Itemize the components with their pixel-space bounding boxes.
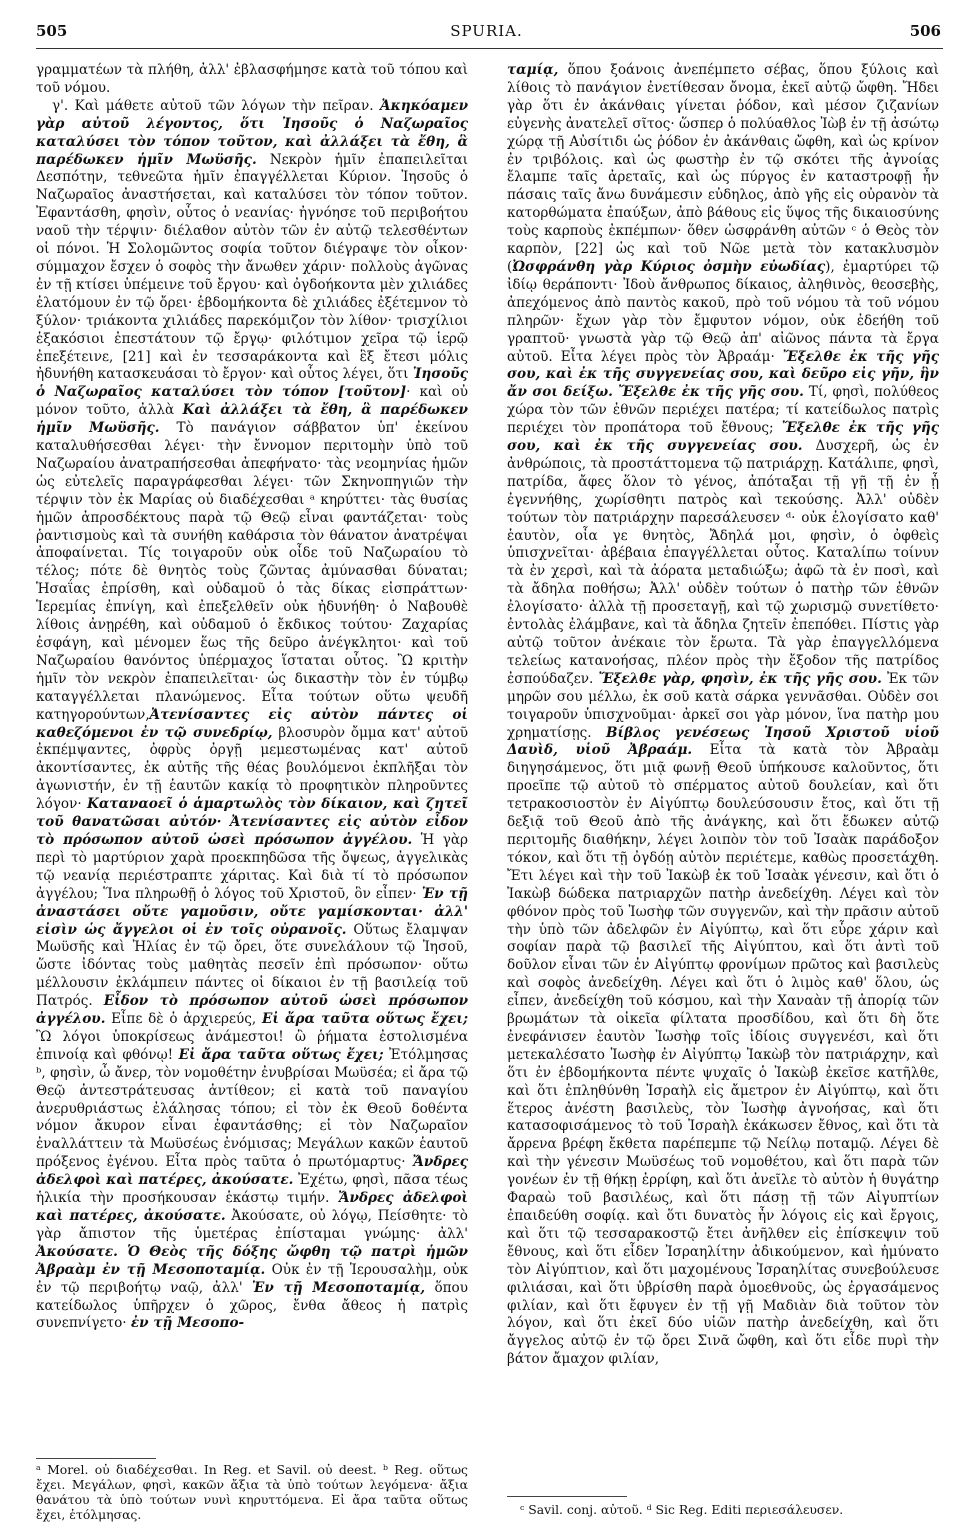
scripture-quote: Ἄνδρες ἀδελφοὶ καὶ πατέρες, ἀκούσατε.: [36, 1190, 469, 1224]
page-number-left: 505: [36, 22, 68, 40]
text-run: Ἀκούσατε, οὐ λόγῳ, Πείσθητε· τὸ γὰρ ἄπιστον τῆς ὑμετέρας ἐπίσταμαι γνώμης· ἀλλ': [36, 1208, 468, 1242]
footnote-rule: [507, 1496, 627, 1497]
scripture-quote: Καταναοεῖ ὁ ἁμαρτωλὸς τὸν δίκαιον, καὶ ζητεῖ τοῦ θανατῶσαι αὐτόν· Ἀτενίσαντες εἰς αὐτὸν εἶδον τὸ πρόσωπον αὐτοῦ ὡσεὶ πρόσωπον ἀγγέλου.: [36, 796, 468, 848]
scripture-quote: Ἀκηκόαμεν γὰρ αὐτοῦ λέγοντος, ὅτι Ἰησοῦς ὁ Ναζωραῖος καταλύσει τὸν τόπον τοῦτον, καὶ ἀλλάξει τὰ ἔθη, ἃ παρέδωκεν ἡμῖν Μωϋσῆς.: [36, 97, 468, 168]
right-column: [507, 62, 939, 1462]
scripture-quote: Ἐν τῇ Μεσοποταμίᾳ,: [251, 1279, 426, 1296]
scripture-quote: Ἔξελθε ἐκ τῆς γῆς σου, καὶ ἐκ τῆς συγγενείας σου.: [507, 420, 939, 455]
scripture-quote: Βίβλος γενέσεως Ἰησοῦ Χριστοῦ υἱοῦ Δαυὶδ, υἱοῦ Ἀβραάμ.: [507, 724, 939, 759]
scripture-quote: Ἰησοῦς ὁ Ναζωραῖος καταλύσει τὸν τόπον [τοῦτον]: [36, 366, 468, 401]
text-run: βλοσυρὸν ὄμμα κατ' αὐτοῦ ἐκπέμψαντες, ὀφρὺς ὀργῇ μεμεστωμένας κατ' αὐτοῦ ἀκοντίσαντες, ἐκ αὐτῆς τῆς θέας βουλόμενοι ἐκπλῆξαι τὸν ἀγωνιστήν, ἐν τῇ ἑαυτῶν κακίᾳ τὸ προφητικὸν πληροῦντες λόγον·: [36, 724, 469, 813]
text-run: ), ἐμαρτύρει τῷ ἰδίῳ θεράποντι· Ἰδοὺ ἄνθρωπος δίκαιος, ἀληθινὸς, θεοσεβὴς, ἀπεχόμενος ἀπὸ παντὸς κακοῦ, πρὸ τοῦ νόμου τὰ τοῦ νόμου πληρῶν· ἔχων γὰρ τὸν ἔμφυτον νόμον, οὐκ ἐδεήθη τοῦ γραπτοῦ· γνωστὰ γὰρ τῷ Θεῷ ἀπ' αἰῶνος πάντα τὰ ἔργα αὐτοῦ. Εἶτα λέγει πρὸς τὸν Ἀβραάμ·: [507, 258, 939, 365]
text-run: γραμματέων τὰ πλήθη, ἀλλ' ἐβλασφήμησε κατὰ τοῦ τόπου καὶ τοῦ νόμου.: [36, 62, 468, 96]
scripture-quote: ἐν τῇ Μεσοπο-: [130, 1315, 245, 1332]
footnote: ᶜ Savil. conj. αὐτοῦ. ᵈ Sic Reg. Editi περιεσάλευσεν.: [520, 1502, 844, 1517]
page-number-right: 506: [909, 22, 941, 40]
page-header: [22, 22, 951, 48]
text-run: Εἶτα τὰ κατὰ τὸν Ἀβραὰμ διηγησάμενος, ὅτι μιᾷ φωνῇ Θεοῦ ὑπήκουσε καλοῦντος, ὅτι προεῖπε τῷ αὐτοῦ τὸ σπέρματος αὐτοῦ δουλείαν, καὶ ὅτι τετρακοσιοστὸν ἐν Αἰγύπτῳ δουλεύσουσιν ἔτος, καὶ ὅτι τῇ δεξιᾷ τοῦ Θεοῦ ἀπὸ τῆς ἀνάγκης, καὶ ὅτι ἔδωκεν αὐτῷ περιτομῆς διαθήκην, λέγει λοιπὸν τὸν τοῦ Ἰσαὰκ παράδοξον τόκον, καὶ ὅτι τῇ ὀγδόῃ αὐτὸν περιέτεμε, καθὼς προσετάχθη. Ἔτι λέγει καὶ τὴν τοῦ Ἰακὼβ ἐκ τοῦ Ἰσαὰκ γένεσιν, καὶ ὅτι ὁ Ἰακὼβ δώδεκα πατριαρχῶν πατὴρ ἀνεδείχθη. Λέγει καὶ τὸν φθόνον πρὸς τοῦ Ἰωσὴφ τῶν συγγενῶν, καὶ τὴν πρᾶσιν αὐτοῦ τὴν ὑπὸ τῶν ἀδελφῶν ἐν Αἰγύπτῳ, καὶ ὅτι εὗρε χάριν καὶ σοφίαν παρὰ τῷ βασιλεῖ τῆς Αἰγύπτου, καὶ ὅτι ἀντὶ τοῦ δοῦλον εἶναι τῶν ἐν Αἰγύπτῳ φρονίμων πρῶτος καὶ βασιλεὺς καὶ σοφὸς ἀνεδείχθη. Λέγει καὶ ὅτι ὁ λιμὸς καθ' ὅλου, ὡς εἶπεν, ἀνεδείχθη τοῦ κόσμου, καὶ τὴν Χαναὰν τῇ ἀπορίᾳ τῶν βρωμάτων τὰ οἰκεῖα φίλτατα προσδίδου, καὶ ὅτι δὴ ὅτε ἐνεφάνισεν ἑαυτὸν Ἰωσὴφ τοῖς ἰδίοις συγγενέσι, καὶ ὅτι μετεκαλέσατο Ἰωσὴφ ἐν Αἰγύπτῳ Ἰακὼβ τὸν πατριάρχην, καὶ ὅτι ἐν ἑβδομήκοντα πέντε ψυχαῖς ὁ Ἰακὼβ ἐκεῖσε κατῆλθε, καὶ ὅτι ἐπληθύνθη Ἰσραὴλ εἰς ἄμετρον ἐν Αἰγύπτῳ, καὶ ὅτι ἕτερος ἀνέστη βασιλεὺς, τὸν Ἰωσὴφ ἀγνοήσας, καὶ ὅτι κατασοφισάμενος τὸ τοῦ Ἰσραὴλ ἐκάκωσεν ἔθνος, καὶ ὅτι τὰ ἄρρενα βρέφη ἔκθετα παρέπεμπε τῷ Νείλῳ ποταμῷ. Λέγει δὲ καὶ τὴν γένεσιν Μωϋσέως τοῦ νομοθέτου, καὶ ὅτι παρὰ τῶν γονέων ἐν τῇ θήκῃ ἐρρίφη, καὶ ὅτι ἀνεῖλε τὸ αὐτὸν ἡ θυγάτηρ Φαραὼ τοῦ βασιλέως, καὶ ὅτι πάσῃ τῇ τῶν Αἰγυπτίων ἐπαιδεύθη σοφίᾳ. καὶ ὅτι δυνατὸς ἦν λόγοις εἰς καὶ ἔργοις, καὶ ὅτι τῷ τεσσαρακοστῷ ἔτει ἀνῆλθεν εἰς ἐπίσκεψιν τοῦ ἔθνους, καὶ ὅτι εἶδεν Ἰσραηλίτην ἀδικούμενον, καὶ ἠμύνατο τὸν Αἰγύπτιον, καὶ ὅτι μαχομένους Ἰσραηλίτας συνεβούλευσε φιλιάσαι, καὶ ὅτι ὑβρίσθη παρὰ ὁμοεθνοῦς, ὡς ἐργασάμενος φιλίαν, καὶ ὅτι ἔφυγεν ἐν τῇ γῇ Μαδιὰν διὰ τοῦτον τὸν λόγον, καὶ ὅτι ἐκεῖ δύο υἱῶν πατὴρ ἀνεδείχθη, καὶ ὅτι ἄγγελος αὐτῷ ἐν τῷ ὄρει Σινᾶ ὤφθη, καὶ ὅτι εἶδε πυρὶ τὴν βάτον ἄμαχον φιλίαν,: [507, 742, 939, 1368]
paragraph: [36, 62, 468, 98]
running-title: SPURIA.: [450, 22, 523, 40]
scripture-quote: Εἶδον τὸ πρόσωπον αὐτοῦ ὡσεὶ πρόσωπον ἀγγέλου.: [36, 993, 468, 1028]
scripture-quote: Ἄνδρες ἀδελφοὶ καὶ πατέρες, ἀκούσατε.: [36, 1154, 468, 1189]
left-column: [36, 62, 468, 1452]
footnote: ᵃ Morel. οὐ διαδέχεσθαι. In Reg. et Savil. οὐ deest. ᵇ Reg. οὕτως ἔχει. Μεγάλων, φησὶ, κακῶν ἄξια τὰ ὑπὸ τούτων λεγόμενα· ἄξια θανάτου τὰ ὑπὸ τούτων νυνὶ κηρυττόμενα. Εἰ ἄρα ταῦτα οὕτως ἔχει, ἐτόλμησας.: [36, 1462, 468, 1522]
text-run: Ὢ λόγοι ὑποκρίσεως ἀνάμεστοι! ὢ ῥήματα ἐστολισμένα ἐπινοίᾳ καὶ φθόνῳ!: [36, 1028, 468, 1063]
header-rule: [36, 48, 943, 49]
paragraph: [36, 98, 468, 1334]
footnote-rule: [36, 1458, 156, 1459]
text-run: ὅπου κατείδωλος ὑπῆρχεν ὁ χῶρος, ἔνθα ἄθεος ἡ πατρὶς συνεπνίγετο·: [36, 1279, 469, 1332]
scripture-quote: Ἔξελθε γὰρ, φησὶν, ἐκ τῆς γῆς σου.: [598, 670, 882, 687]
footnotes-right: [520, 1502, 940, 1517]
scripture-quote: Εἰ ἄρα ταῦτα οὕτως ἔχει;: [261, 1011, 468, 1028]
text-run: Εἶπε δὲ ὁ ἀρχιερεύς,: [111, 1011, 257, 1028]
text-run: Ἐχέτω, φησὶ, πᾶσα τέως ἡλικία τὴν προσήκουσαν ἑκάστῳ τιμήν.: [36, 1172, 468, 1207]
text-run: Ἡ γὰρ περὶ τὸ μαρτύριον χαρὰ προεκπηδῶσα τῆς ὄψεως, ἀγγελικὰς τῷ νεανίᾳ περιέστραπτε χάριτας. Καὶ διὰ τί τὸ πρόσωπον ἀγγέλου; Ἵνα πληρωθῇ ὁ λόγος τοῦ Χριστοῦ, ὃν εἶπεν·: [36, 831, 469, 902]
text-run: Ἐκ τῶν μηρῶν σου μέλλω, ἐκ σοῦ κατὰ σάρκα γεννᾶσθαι. Οὐδὲν σοι τοιγαροῦν ὑπισχνοῦμαι· ἀρκεῖ σοι γὰρ μόνον, ἵνα πατὴρ μου χρηματίσῃς.: [507, 670, 939, 741]
text-run: Δυσχερῆ, ὡς ἐν ἀνθρώποις, τὰ προστάττομενα τῷ πατριάρχῃ. Κατάλιπε, φησὶ, πατρίδα, ἄφες ὅλον τὸ γένος, ἀπόταξαι τῇ γῇ τῇ ἐν ᾗ ἐγεννήθης, χωρίσθητι πατρὸς καὶ τεκούσης. Ἀλλ' οὐδὲν τούτων τὸν πατριάρχην παρεσάλευσεν ᵈ· οὐκ ἐλογίσατο καθ' ἑαυτὸν, οἷα γε θνητὸς, Ἄδηλά μοι, φησὶν, ὁ ὀφθεὶς ὑπισχνεῖται· ἀβέβαια ἐπαγγέλλεται οὗτος. Καταλίπω τοίνυν τὰ ἐν χερσὶ, καὶ τὰ ἀόρατα μεταδιώξω; ἀφῶ τὰ ἐν ποσὶ, καὶ τὰ ἄδηλα ποθήσω; Ἀλλ' οὐδὲν τούτων ὁ πατὴρ τῶν ἐθνῶν ἐλογίσατο· ἀλλὰ τῇ προσεταγῇ, καὶ τῷ χωρισμῷ συνετίθετο· ἐντολὰς ἐλάμβανε, καὶ τὰ ἄδηλα ζητεῖν ἐπεπόθει. Πίστις γὰρ αὐτῷ τοῦτον ἀνέκαιε τὸν ἔρωτα. Τὰ γὰρ ἐπαγγελλόμενα τελείως κατανοήσας, πλέον πρὸς τὴν ἔξοδον τῆς πατρίδος ἐσπούδαζεν.: [507, 438, 939, 687]
scripture-quote: Εἰ ἄρα ταῦτα οὕτως ἔχει;: [178, 1046, 384, 1063]
text-run: · καὶ οὐ μόνον τοῦτο, ἀλλὰ: [36, 384, 468, 419]
text-run: Ἐτόλμησας ᵇ, φησὶν, ὦ ἄνερ, τὸν νομοθέτην ἐνυβρίσαι Μωϋσέα; εἰ ἄρα τῷ Θεῷ ἀντεστράτευσας ἀντίθεον; εἰ κατὰ τοῦ παναγίου ἀνερυθριάστως ἐλάλησας τόπου; εἰ τὸν ἐκ Θεοῦ δοθέντα νόμον ἄκυρον εἶναι ἐφαντάσθης; εἰ τὸν Ναζωραῖον ἐναλλάττειν τὰ Μωϋσέως ἐνόμισας; Μεγάλων κακῶν ἑαυτοῦ πρόξενος ἐγένου. Εἶτα πρὸς ταῦτα ὁ πρωτόμαρτυς·: [36, 1046, 468, 1171]
scripture-quote: Ὠσφράνθη γὰρ Κύριος ὀσμὴν εὐωδίας: [512, 258, 826, 275]
paragraph: [507, 62, 939, 1369]
text-run: Οὕτως ἔλαμψαν Μωϋσῆς καὶ Ἠλίας ἐν τῷ ὄρει, ὅτε συνελάλουν τῷ Ἰησοῦ, ὥστε ἰδόντας τοὺς μαθητὰς πεσεῖν ἐπὶ πρόσωπον· οὕτω μέλλουσιν ἐκλάμπειν πάντες οἱ δίκαιοι ἐν τῇ βασιλείᾳ τοῦ Πατρός.: [36, 921, 468, 1010]
scripture-quote: Ἀτενίσαντες εἰς αὐτὸν πάντες οἱ καθεζόμενοι ἐν τῷ συνεδρίῳ,: [36, 706, 468, 741]
text-run: Τὸ πανάγιον σάββατον ὑπ' ἐκείνου καταλυθήσεσθαι λέγει· τὴν ἔννομον περιτομὴν ὑπὸ τοῦ Ναζωραίου ἀνατραπήσεσθαι ἀπεφήνατο· τὰς νεομηνίας ἡμῶν ὡς εὐτελεῖς παραγράφεσθαι λέγει· τῶν Σκηνοπηγιῶν τὴν τέρψιν τὸν ἐκ Μαρίας οὐ διαδέχεσθαι ᵃ κηρύττει· τὰς θυσίας ἡμῶν ἀπροσδέκτους παρὰ τῷ Θεῷ εἶναι φαντάζεται· τοὺς ῥαντισμοὺς καὶ τὰ συνήθη καθάρσια τὸν θάνατον ἀνατρέψαι ἀποφαίνεται. Τίς τοιγαροῦν οὐκ οἶδε τοῦ Ναζωραίου τὸ τέλος; πότε δὲ θνητὸς τοὺς ζῶντας ἀμύνασθαι δύναται; Ἡσαΐας ἐπρίσθη, καὶ οὐδαμοῦ ὁ τὰς δίκας εἰσπράττων· Ἱερεμίας ἐπνίγη, καὶ ἐπεξελθεῖν οὐκ ἠδυνήθη· ὁ Ναβουθὲ λίθοις ἀνῃρέθη, καὶ οὐδαμοῦ ὁ ἔκδικος τούτου· Ζαχαρίας ἐσφάγη, καὶ μένομεν ἕως τῆς δεῦρο ἀνέγκλητοι· καὶ τοῦ Ναζωραίου θανόντος ὑπέρμαχος ἵσταται οὗτος. Ὢ κριτὴν ἡμῖν τὸν νεκρὸν ἐπαπειλεῖται· ὡς δικαστὴν τὸν ἐν τύμβῳ καταγγέλλεται πλανώμενος. Εἶτα τούτων οὕτω ψευδῆ κατηγορούντων,: [36, 420, 468, 723]
text-run: Τί, φησὶ, πολύθεος χώρα τὸν τῶν ἐθνῶν περιέχει πατέρα; τί κατείδωλος πατρὶς περιέχει τὸν προπάτορα τοῦ ἔθνους;: [507, 384, 940, 437]
text-run: ὅπου ξοάνοις ἀνεπέμπετο σέβας, ὅπου ξύλοις καὶ λίθοις τὸ πανάγιον ἐνετίθεσαν ὄνομα, ἐκεῖ αὐτῷ ὤφθη. Ἤδει γὰρ ὅτι ἐν ἀκάνθαις γίνεται ῥόδον, καὶ μέσον ζιζανίων εὐγενὴς ἀνατελεῖ σῖτος· ὥσπερ ὁ πολύαθλος Ἰὼβ ἐν τῇ ἀσώτῳ χώρᾳ τῇ Αὐσίτιδι ὡς ῥόδον ἐν ἀκάνθαις ὤφθη, καὶ ὡς κρίνον ἐν τριβόλοις. καὶ ὡς φωστὴρ ἐν τῷ σκότει τῆς ἀγνοίας ἔλαμπε ταῖς ἀρεταῖς, καὶ ὡς πύργος ἐν καταστροφῇ ἦν πάσαις ταῖς ἄνω δυνάμεσιν εὐδηλος, ἀπὸ γῆς εἰς οὐρανὸν τὰ κατορθώματα ἐπαύξων, ἀπὸ βάθους εἰς ὕψος τῆς δικαιοσύνης τοὺς καρποὺς ἐκπέμπων· ὅθεν ὠσφράνθη αὐτῶν ᶜ ὁ Θεὸς τὸν καρπὸν, [22] ὡς καὶ τοῦ Νῶε μετὰ τὸν κατακλυσμὸν (: [507, 62, 939, 275]
scripture-quote: ταμίᾳ,: [507, 62, 559, 78]
scripture-quote: Καὶ ἀλλάξει τὰ ἔθη, ἃ παρέδωκεν ἡμῖν Μωϋσῆς.: [36, 402, 468, 437]
scripture-quote: Ἀκούσατε. Ὁ Θεὸς τῆς δόξης ὤφθη τῷ πατρὶ ἡμῶν Ἀβραὰμ ἐν τῇ Μεσοποταμίᾳ.: [36, 1243, 468, 1278]
footnotes-left: [36, 1462, 468, 1522]
text-run: Νεκρὸν ἡμῖν ἐπαπειλεῖται Δεσπότην, τεθνεῶτα ἡμῖν ἐπαγγέλλεται Κύριον. Ἰησοῦς ὁ Ναζωραῖος ἀναστήσεται, καὶ καταλύσει τὸν τόπον τοῦτον. Ἐφαντάσθη, φησὶν, οὗτος ὁ νεανίας· ἠγνόησε τοῦ περιβοήτου ναοῦ τὴν τέρψιν· διέλαθον αὐτὸν τῶν ἐν αὐτῷ τελεσθέντων οἱ πόνοι. Ἡ Σολομῶντος σοφία τοῦτον διέγραψε τὸν οἶκον· σύμμαχον ἔσχεν ὁ σοφὸς τὴν ἄνωθεν χάριν· πολλοὺς ἀγῶνας ἐν τῇ κτίσει ὑπέμεινε τοῦ ἔργου· καὶ ὀγδοήκοντα μὲν χιλιάδες ἐλατόμουν ἐν τῷ ὄρει· ἑβδομήκοντα δὲ χιλιάδες ἐξέτεμνον τὸ ξύλον· τριάκοντα χιλιάδες παρεκόμιζον τὸν λίθον· τρισχίλιοι ἑξακόσιοι ἐπεστάτουν τῷ ἔργῳ· φιλότιμον χεῖρα τῷ ἱερῷ ἐπεξέτεινε, [21] καὶ ἐν τεσσαράκοντα καὶ ἓξ ἔτεσι μόλις ἠδυνήθη κατασκευάσαι τὸ ἔργον· καὶ οὗτος λέγει, ὅτι: [36, 151, 468, 383]
scripture-quote: Ἐν τῇ ἀναστάσει οὔτε γαμοῦσιν, οὔτε γαμίσκονται· ἀλλ' εἰσὶν ὡς ἄγγελοι οἱ ἐν τοῖς οὐρανοῖς.: [36, 885, 469, 938]
text-run: Οὐκ ἐν τῇ Ἱερουσαλὴμ, οὐκ ἐν τῷ περιβοήτῳ ναῷ, ἀλλ': [36, 1261, 468, 1296]
text-run: γ'. Καὶ μάθετε αὐτοῦ τῶν λόγων τὴν πεῖραν.: [52, 97, 374, 114]
scripture-quote: Ἔξελθε ἐκ τῆς γῆς σου, καὶ ἐκ τῆς συγγενείας σου, καὶ δεῦρο εἰς γῆν, ἣν ἄν σοι δείξω. Ἔξελθε ἐκ τῆς γῆς σου.: [507, 348, 939, 401]
